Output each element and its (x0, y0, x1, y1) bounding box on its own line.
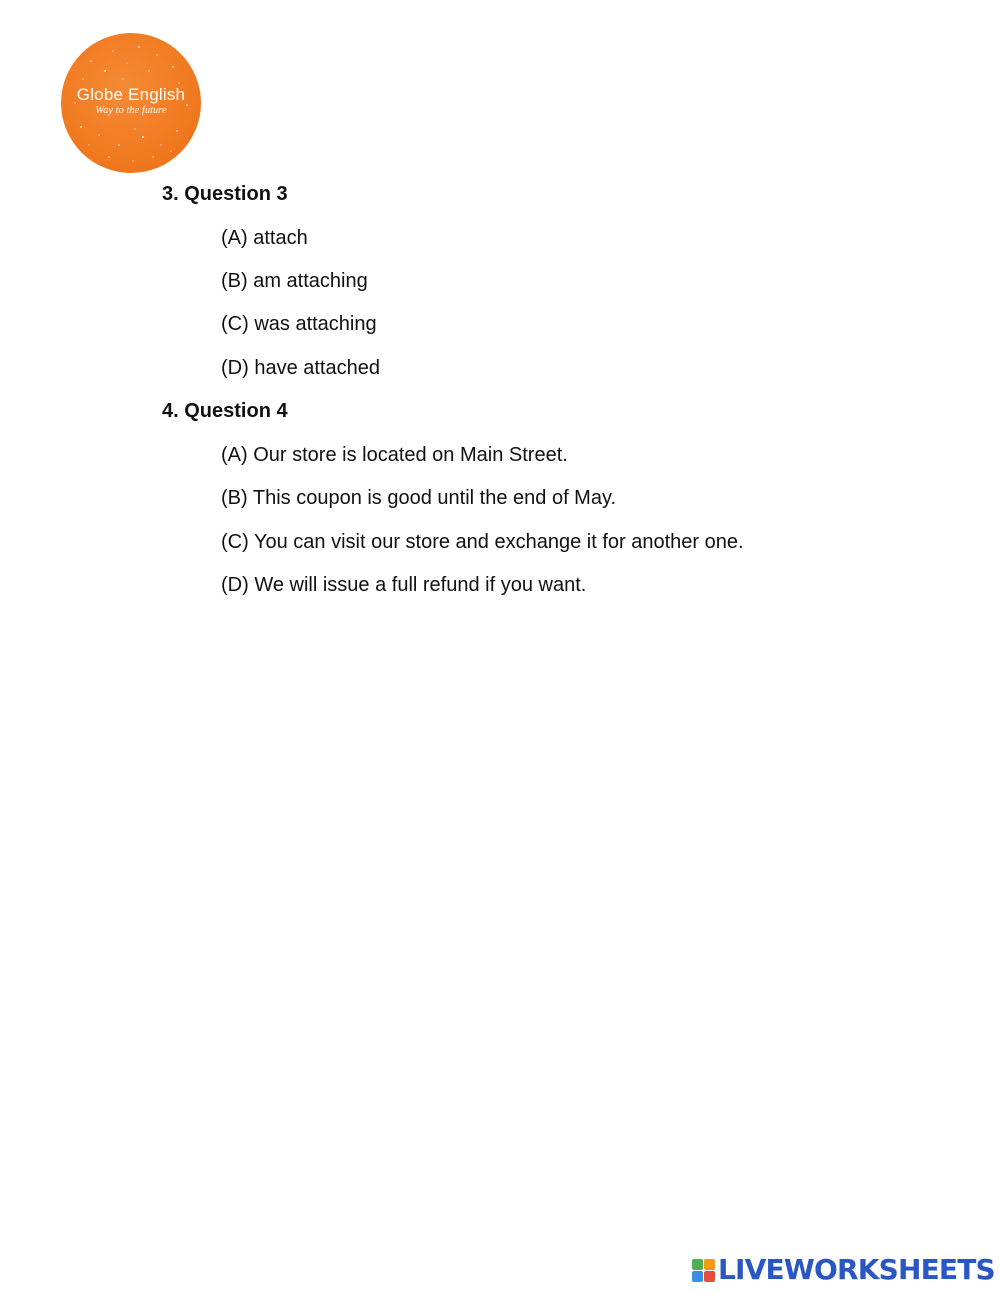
question-3-option-d[interactable]: (D) have attached (221, 357, 380, 379)
question-4-heading: 4. Question 4 (162, 400, 288, 422)
question-4-option-b[interactable]: (B) This coupon is good until the end of May. (221, 487, 617, 509)
liveworksheets-brand (692, 1253, 995, 1286)
liveworksheets-mark-icon (692, 1259, 715, 1282)
question-3-option-a[interactable]: (A) attach (221, 227, 308, 249)
question-4-option-c[interactable]: (C) You can visit our store and exchange it for another one. (221, 531, 744, 553)
question-3-option-c[interactable]: (C) was attaching (221, 313, 377, 335)
mark-square-2 (704, 1259, 715, 1270)
question-3-option-b[interactable]: (B) am attaching (221, 270, 368, 292)
mark-square-1 (692, 1259, 703, 1270)
globe-english-logo (61, 33, 201, 173)
mark-square-3 (692, 1271, 703, 1282)
liveworksheets-wordmark: LIVEWORKSHEETS (718, 1253, 995, 1286)
mark-square-4 (704, 1271, 715, 1282)
question-4-option-d[interactable]: (D) We will issue a full refund if you want. (221, 574, 587, 596)
logo-name: Globe English (76, 85, 186, 104)
question-3-heading: 3. Question 3 (162, 183, 288, 205)
logo-tagline: Way to the future (95, 105, 167, 116)
question-4-option-a[interactable]: (A) Our store is located on Main Street. (221, 444, 568, 466)
